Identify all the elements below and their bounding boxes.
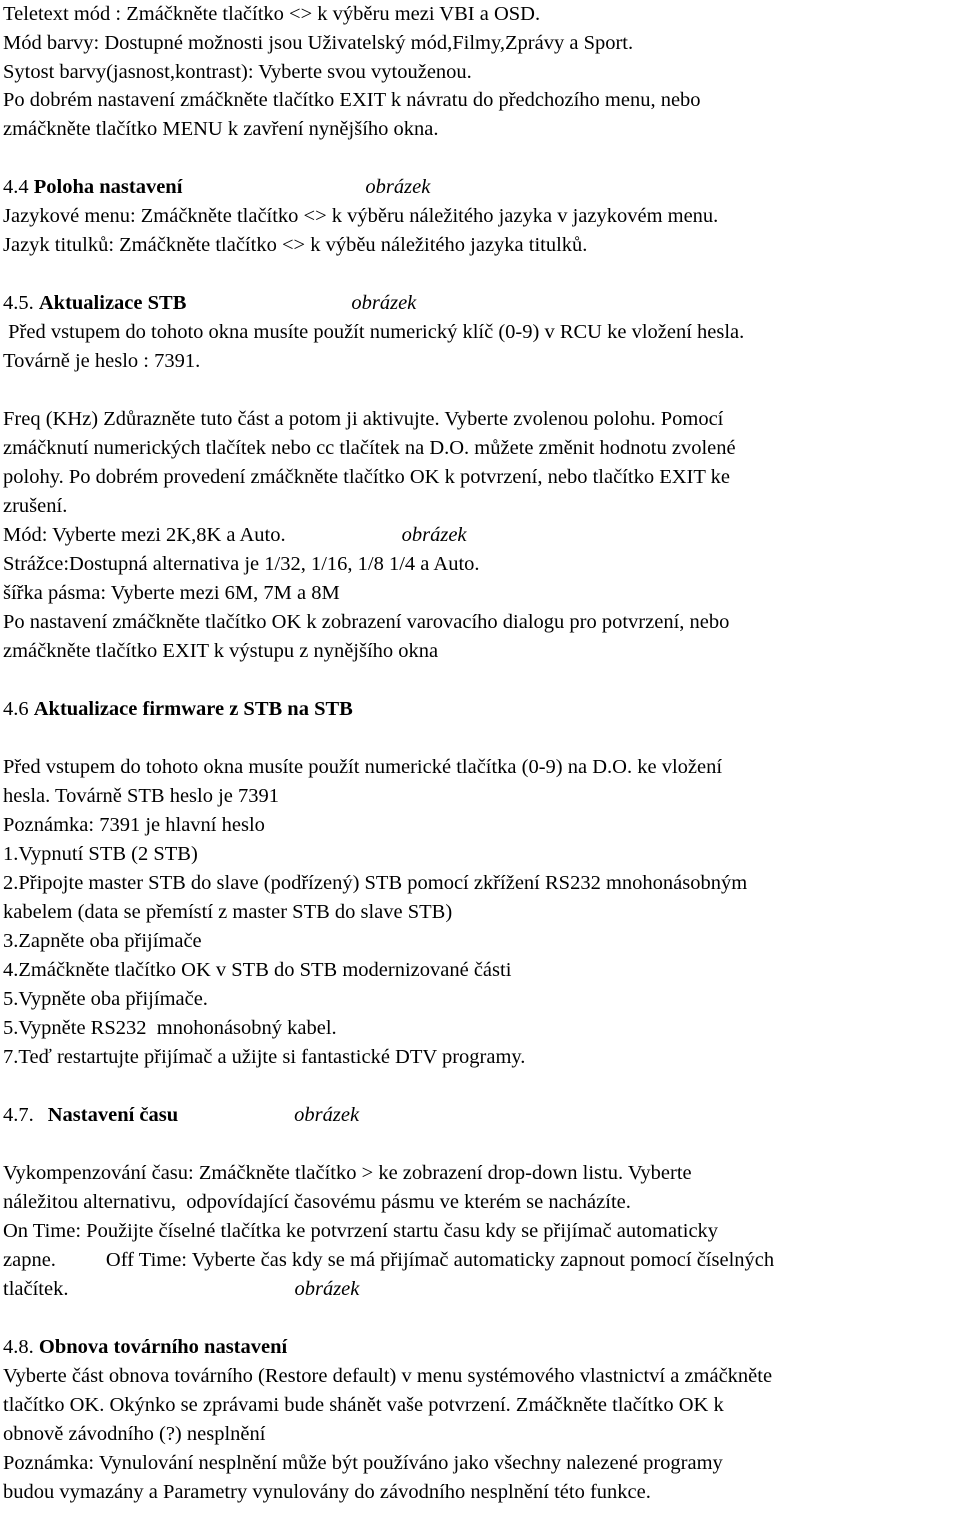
section-title: Poloha nastavení xyxy=(33,176,183,198)
section-heading-4-6 xyxy=(3,695,353,724)
image-placeholder: obrázek xyxy=(294,1104,360,1126)
text-line xyxy=(3,521,467,550)
section-title: Obnova továrního nastavení xyxy=(38,1336,288,1358)
section-heading-4-8 xyxy=(3,1333,287,1362)
text-line: šířka pásma: Vyberte mezi 6M, 7M a 8M xyxy=(3,582,340,604)
text-line: polohy. Po dobrém provedení zmáčkněte tlačítko OK k potvrzení, nebo tlačítko EXIT ke xyxy=(3,466,730,488)
section-heading-4-4 xyxy=(3,173,430,202)
text-line: tlačítko OK. Okýnko se zprávami bude shánět vaše potvrzení. Zmáčkněte tlačítko OK k xyxy=(3,1394,724,1416)
text-fragment: zapne. xyxy=(3,1249,56,1271)
text-line: Vyberte část obnova továrního (Restore default) v menu systémového vlastnictví a zmáčkněte xyxy=(3,1365,773,1387)
text-line: Jazyk titulků: Zmáčkněte tlačítko <> k výběu náležitého jazyka titulků. xyxy=(3,234,588,256)
text-line: Před vstupem do tohoto okna musíte použít numerický klíč (0-9) v RCU ke vložení hesla. xyxy=(3,321,745,343)
text-line: Strážce:Dostupná alternativa je 1/32, 1/16, 1/8 1/4 a Auto. xyxy=(3,553,480,575)
list-item: 5.Vypněte RS232 mnohonásobný kabel. xyxy=(3,1017,337,1039)
text-line xyxy=(3,1275,359,1304)
section-heading-4-7 xyxy=(3,1101,359,1130)
text-line: Mód barvy: Dostupné možnosti jsou Uživatelský mód,Filmy,Zprávy a Sport. xyxy=(3,32,634,54)
image-placeholder: obrázek xyxy=(365,176,431,198)
list-item: 5.Vypněte oba přijímače. xyxy=(3,988,208,1010)
section-title: Nastavení času xyxy=(47,1104,179,1126)
section-title: Aktualizace firmware z STB na STB xyxy=(33,698,353,720)
text-line: Před vstupem do tohoto okna musíte použít numerické tlačítka (0-9) na D.O. ke vložení xyxy=(3,756,723,778)
text-line: Vykompenzování času: Zmáčkněte tlačítko > ke zobrazení drop-down listu. Vyberte xyxy=(3,1162,692,1184)
text-line: hesla. Továrně STB heslo je 7391 xyxy=(3,785,280,807)
text-line: Po nastavení zmáčkněte tlačítko OK k zobrazení varovacího dialogu pro potvrzení, nebo xyxy=(3,611,730,633)
mode-text: Mód: Vyberte mezi 2K,8K a Auto. xyxy=(3,524,286,546)
text-line: Freq (KHz) Zdůrazněte tuto část a potom ji aktivujte. Vyberte zvolenou polohu. Pomocí xyxy=(3,408,724,430)
text-line: obnově závodního (?) nesplnění xyxy=(3,1423,266,1445)
text-line: budou vymazány a Parametry vynulovány do závodního nesplnění této funkce. xyxy=(3,1481,651,1503)
text-line: Poznámka: Vynulování nesplnění může být používáno jako všechny nalezené programy xyxy=(3,1452,723,1474)
text-fragment: tlačítek. xyxy=(3,1278,69,1300)
image-placeholder: obrázek xyxy=(401,524,467,546)
list-item: 4.Zmáčkněte tlačítko OK v STB do STB modernizované části xyxy=(3,959,512,981)
text-line: zmáčkněte tlačítko EXIT k výstupu z nynějšího okna xyxy=(3,640,439,662)
section-title: Aktualizace STB xyxy=(38,292,187,314)
text-line: Jazykové menu: Zmáčkněte tlačítko <> k výběru náležitého jazyka v jazykovém menu. xyxy=(3,205,719,227)
image-placeholder: obrázek xyxy=(351,292,417,314)
text-line: Sytost barvy(jasnost,kontrast): Vyberte svou vytouženou. xyxy=(3,61,472,83)
text-fragment: Off Time: Vyberte čas kdy se má přijímač automaticky zapnout pomocí číselných xyxy=(105,1249,775,1271)
text-line: Továrně je heslo : 7391. xyxy=(3,350,201,372)
section-number: 4.7. xyxy=(3,1104,34,1126)
section-number: 4.6 xyxy=(3,698,29,720)
list-item: 1.Vypnutí STB (2 STB) xyxy=(3,843,198,865)
text-line: zmáčkněte tlačítko MENU k zavření nynějšího okna. xyxy=(3,118,439,140)
text-line: kabelem (data se přemístí z master STB do slave STB) xyxy=(3,901,453,923)
text-line: Poznámka: 7391 je hlavní heslo xyxy=(3,814,265,836)
section-heading-4-5 xyxy=(3,289,416,318)
list-item: 3.Zapněte oba přijímače xyxy=(3,930,202,952)
text-line: zmáčknutí numerických tlačítek nebo cc tlačítek na D.O. můžete změnit hodnotu zvolené xyxy=(3,437,736,459)
text-line: Po dobrém nastavení zmáčkněte tlačítko EXIT k návratu do předchozího menu, nebo xyxy=(3,89,701,111)
section-number: 4.4 xyxy=(3,176,29,198)
section-number: 4.5. xyxy=(3,292,34,314)
text-line xyxy=(3,1246,774,1275)
text-line: náležitou alternativu, odpovídající časovému pásmu ve kterém se nacházíte. xyxy=(3,1191,631,1213)
section-number: 4.8. xyxy=(3,1336,34,1358)
list-item: 7.Teď restartujte přijímač a užijte si fantastické DTV programy. xyxy=(3,1046,526,1068)
text-line: On Time: Použijte číselné tlačítka ke potvrzení startu času kdy se přijímač automaticky xyxy=(3,1220,719,1242)
list-item: 2.Připojte master STB do slave (podřízený) STB pomocí zkřížení RS232 mnohonásobným xyxy=(3,872,748,894)
text-line: Teletext mód : Zmáčkněte tlačítko <> k výběru mezi VBI a OSD. xyxy=(3,3,541,25)
image-placeholder: obrázek xyxy=(294,1278,360,1300)
text-line: zrušení. xyxy=(3,495,68,517)
